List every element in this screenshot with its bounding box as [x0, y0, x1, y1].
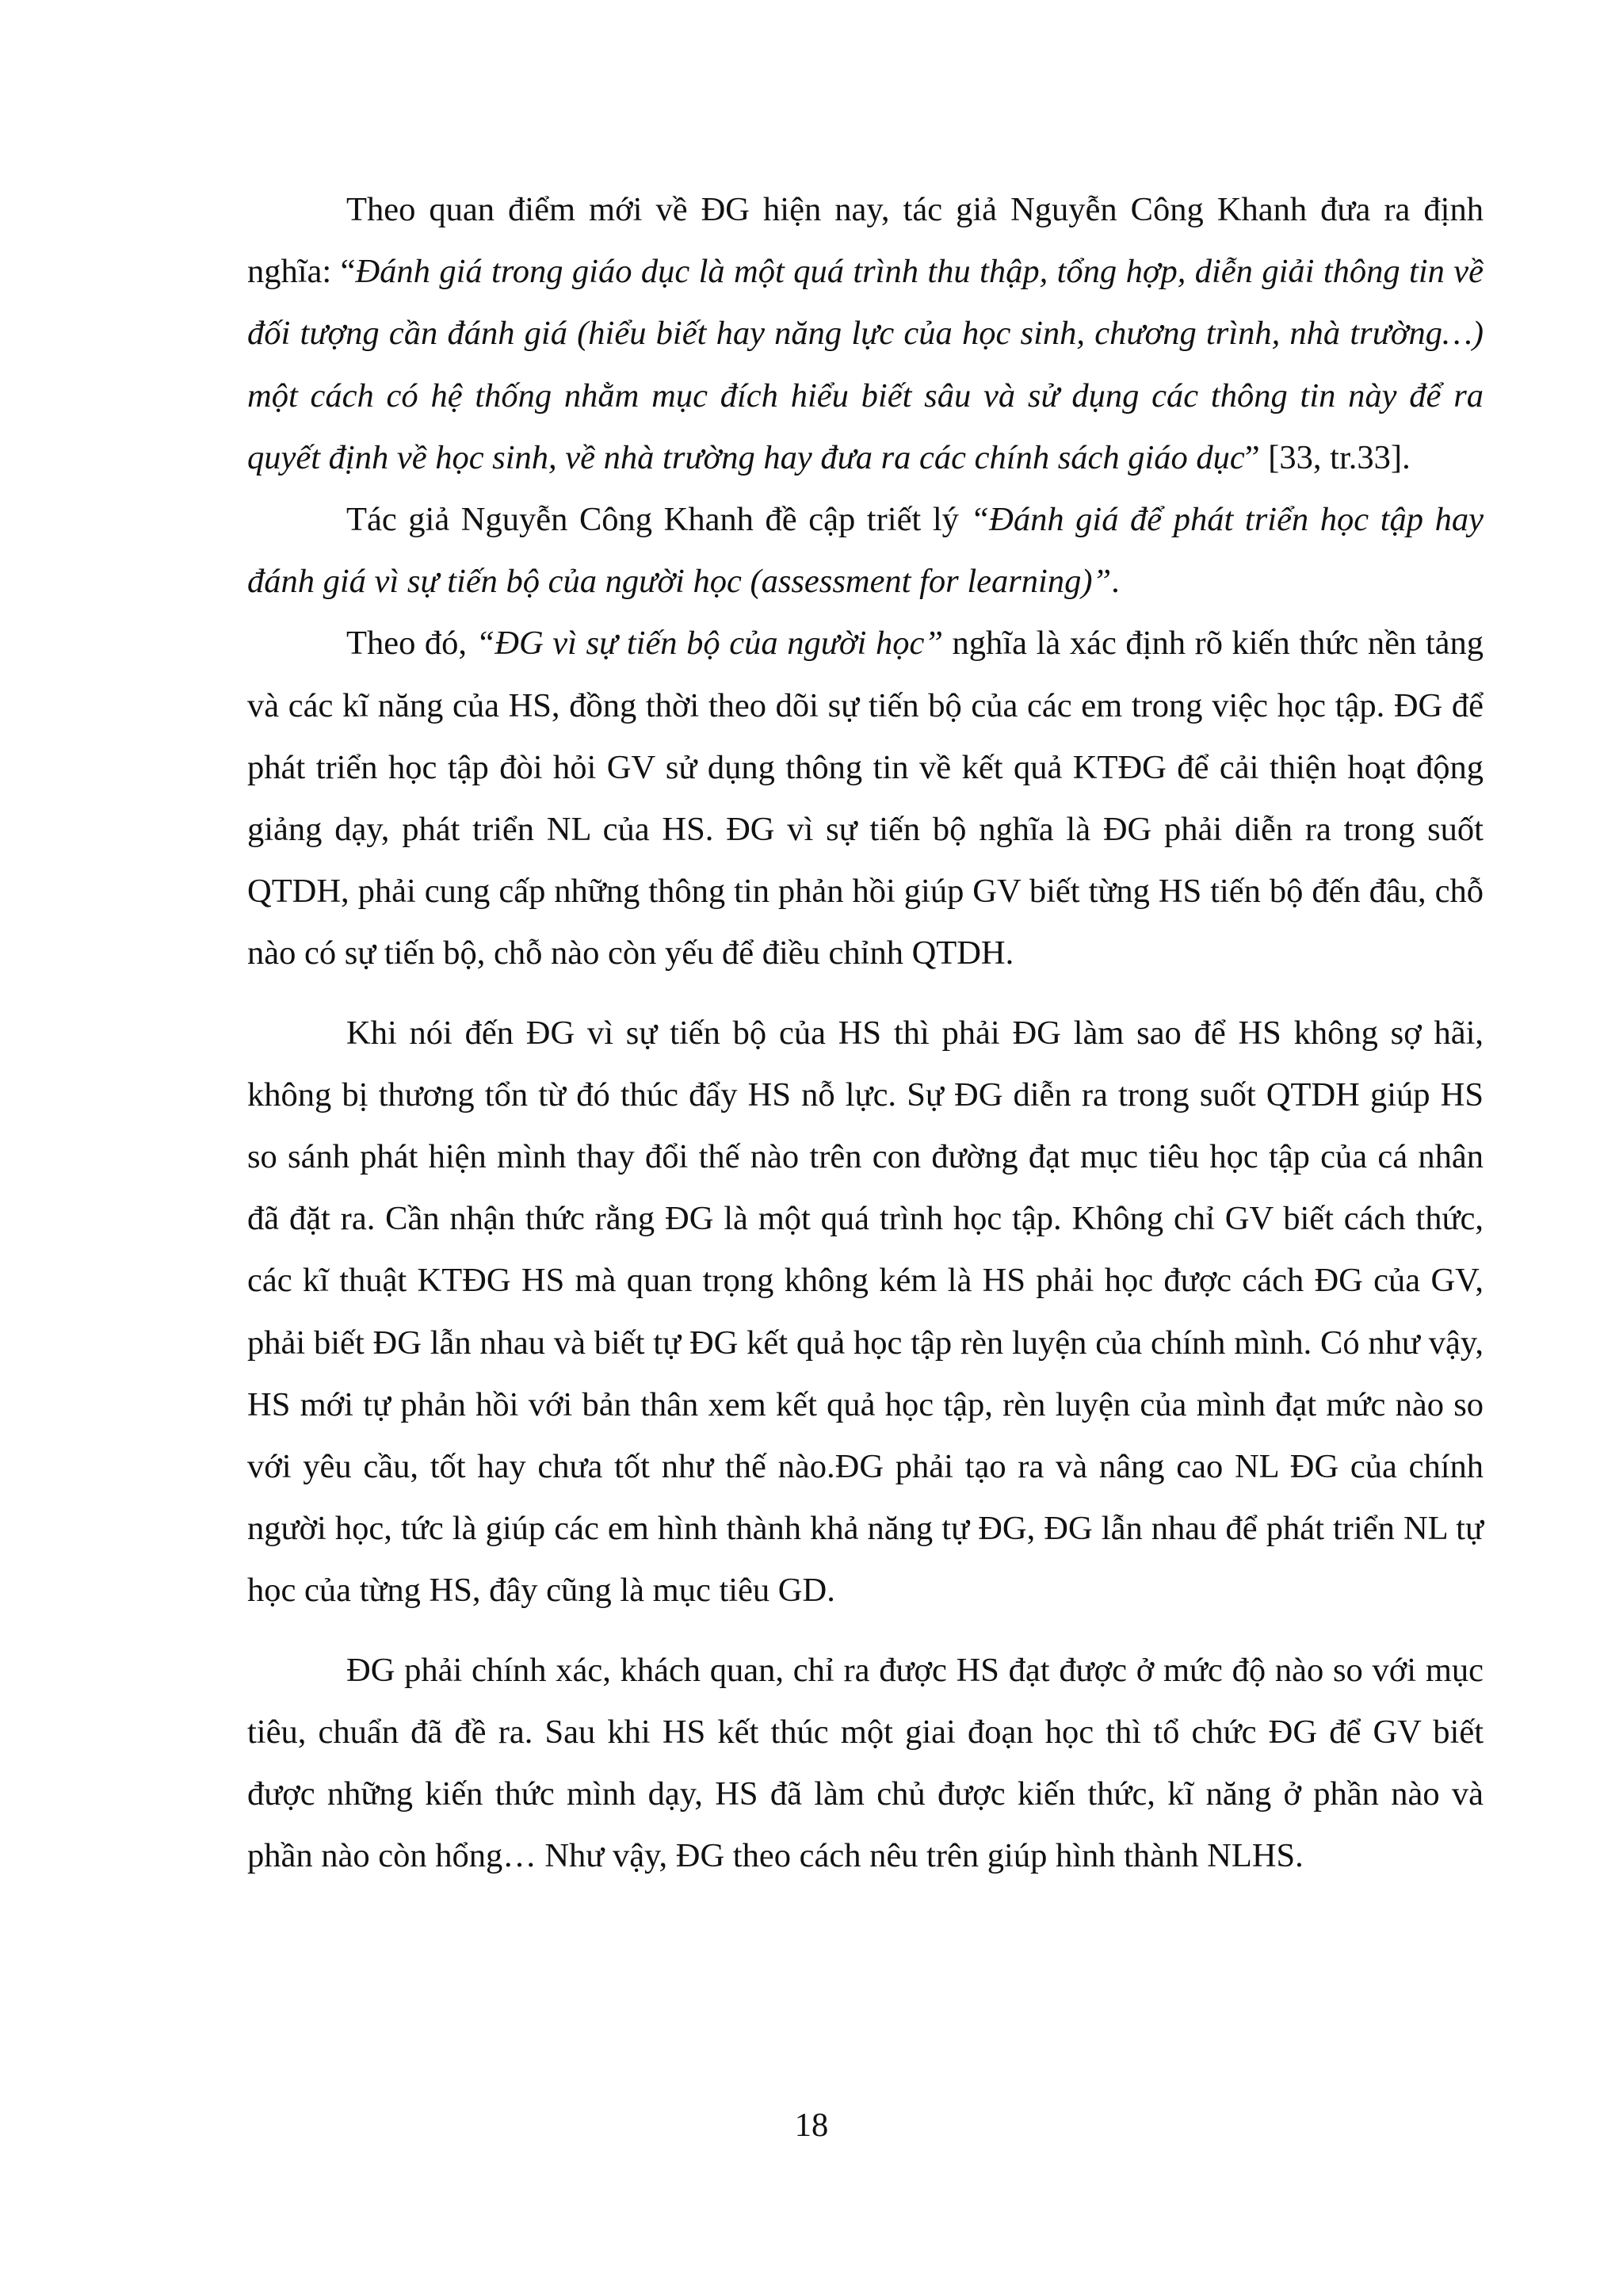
paragraph-accuracy: ĐG phải chính xác, khách quan, chỉ ra được HS đạt được ở mức độ nào so với mục tiêu, chuẩn đã đề ra. Sau khi HS kết thúc một giai đoạn học thì tổ chức ĐG để GV biết được những kiến thức mình dạy, HS đã làm chủ được kiến thức, kĩ năng ở phần nào và phần nào còn hổng… Như vậy, ĐG theo cách nêu trên giúp hình thành NLHS. [247, 1651, 1484, 1875]
paragraph-progress-assessment [247, 613, 1484, 984]
paragraph-philosophy [247, 489, 1484, 613]
paragraph-lead: Theo đó, [346, 625, 476, 663]
paragraph-tail: nghĩa là xác định rõ kiến thức nền tảng và các kĩ năng của HS, đồng thời theo dõi sự tiến bộ của các em trong việc học tập. ĐG để phát triển học tập đòi hỏi GV sử dụng thông tin về kết quả KTĐG để cải thiện hoạt động giảng dạy, phát triển NL của HS. ĐG vì sự tiến bộ nghĩa là ĐG phải diễn ra trong suốt QTDH, phải cung cấp những thông tin phản hồi giúp GV biết từng HS tiến bộ đến đâu, chỗ nào có sự tiến bộ, chỗ nào còn yếu để điều chỉnh QTDH. [247, 625, 1484, 972]
paragraph-student-progress: Khi nói đến ĐG vì sự tiến bộ của HS thì phải ĐG làm sao để HS không sợ hãi, không bị thương tổn từ đó thúc đẩy HS nỗ lực. Sự ĐG diễn ra trong suốt QTDH giúp HS so sánh phát hiện mình thay đổi thế nào trên con đường đạt mục tiêu học tập của cá nhân đã đặt ra. Cần nhận thức rằng ĐG là một quá trình học tập. Không chỉ GV biết cách thức, các kĩ thuật KTĐG HS mà quan trọng không kém là HS phải học được cách ĐG của GV, phải biết ĐG lẫn nhau và biết tự ĐG kết quả học tập rèn luyện của chính mình. Có như vậy, HS mới tự phản hồi với bản thân xem kết quả học tập, rèn luyện của mình đạt mức nào so với yêu cầu, tốt hay chưa tốt như thế nào.ĐG phải tạo ra và nâng cao NL ĐG của chính người học, tức là giúp các em hình thành khả năng tự ĐG, ĐG lẫn nhau để phát triển NL tự học của từng HS, đây cũng là mục tiêu GD. [247, 1014, 1484, 1610]
citation: ” [33, tr.33]. [1244, 438, 1411, 476]
paragraph-definition [247, 179, 1484, 489]
paragraph-lead: Theo quan điểm mới về ĐG hiện nay, tác giả Nguyễn Công Khanh đưa ra định nghĩa: “ [247, 191, 1484, 291]
quoted-term: “ĐG vì sự tiến bộ của người học” [475, 625, 943, 663]
paragraph-lead: Tác giả Nguyễn Công Khanh đề cập triết lý [346, 501, 971, 539]
paragraph-tail: . [1111, 563, 1120, 601]
body-text [247, 179, 1484, 1887]
page-number: 18 [794, 2107, 829, 2144]
quoted-philosophy: “Đánh giá để phát triển học tập hay đánh giá vì sự tiến bộ của người học (assessment for learning)” [247, 501, 1484, 601]
quoted-definition: Đánh giá trong giáo dục là một quá trình thu thập, tổng hợp, diễn giải thông tin về đối tượng cần đánh giá (hiểu biết hay năng lực của học sinh, chương trình, nhà trường…) một cách có hệ thống nhằm mục đích hiểu biết sâu và sử dụng các thông tin này để ra quyết định về học sinh, về nhà trường hay đưa ra các chính sách giáo dục [247, 253, 1484, 476]
